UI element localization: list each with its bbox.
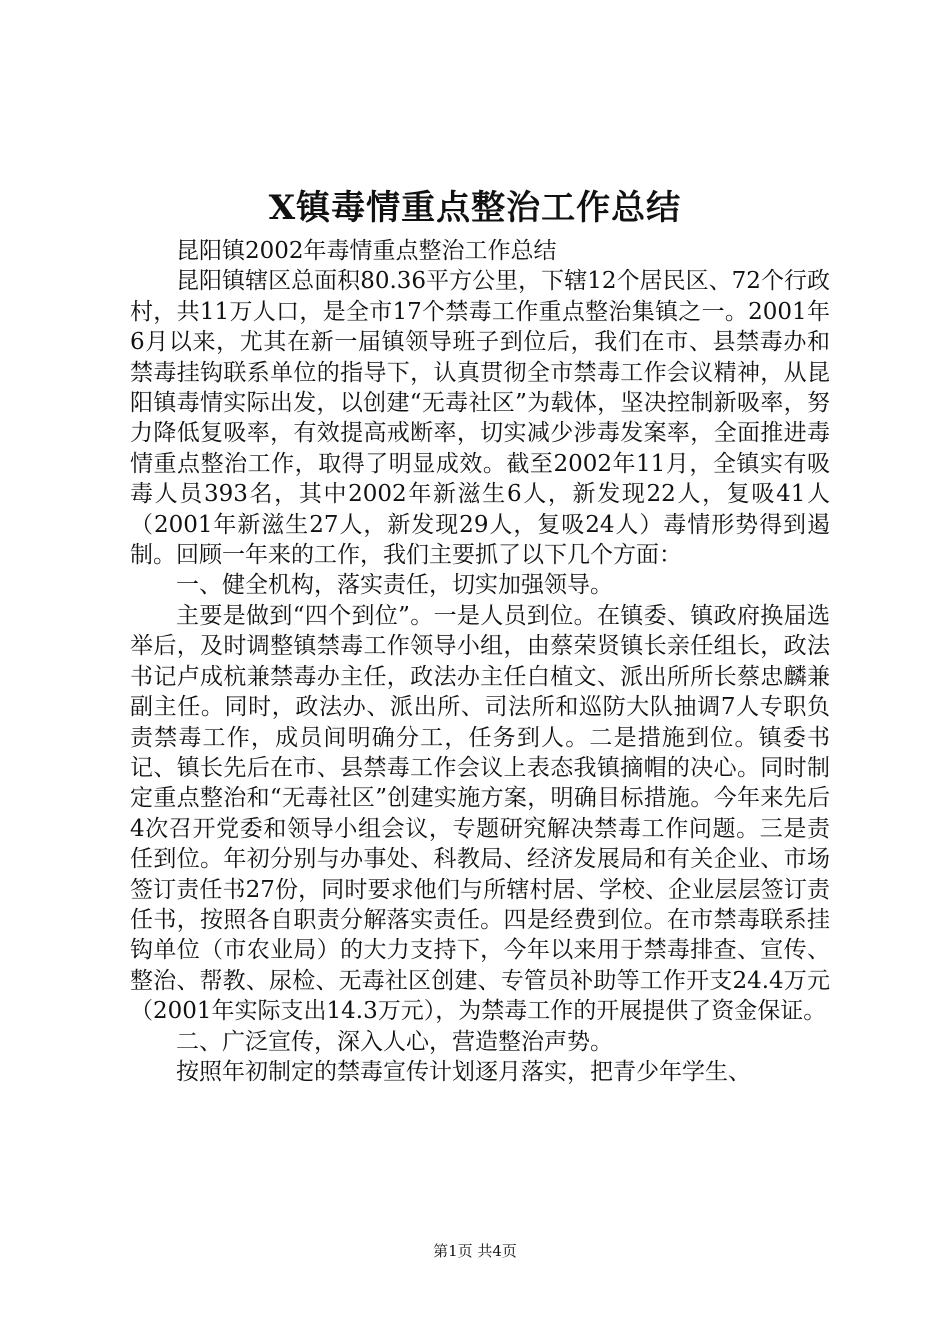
section-heading-1: 一、健全机构，落实责任，切实加强领导。 — [176, 572, 613, 599]
document-body — [130, 236, 830, 1087]
page-footer: 第1页 共4页 — [433, 1242, 517, 1260]
section-1-paragraph: 主要是做到“四个到位”。一是人员到位。在镇委、镇政府换届选举后，及时调整镇禁毒工作领导小组，由蔡荣贤镇长亲任组长，政法书记卢成杭兼禁毒办主任，政法办主任白植文、派出所所长蔡忠麟兼副主任。同时，政法办、派出所、司法所和巡防大队抽调7人专职负责禁毒工作，成员间明确分工，任务到人。二是措施到位。镇委书记、镇长先后在市、县禁毒工作会议上表态我镇摘帽的决心。同时制定重点整治和“无毒社区”创建实施方案，明确目标措施。今年来先后4次召开党委和领导小组会议，专题研究解决禁毒工作问题。三是责任到位。年初分别与办事处、科教局、经济发展局和有关企业、市场签订责任书27份，同时要求他们与所辖村居、学校、企业层层签订责任书，按照各自职责分解落实责任。四是经费到位。在市禁毒联系挂钩单位（市农业局）的大力支持下，今年以来用于禁毒排查、宣传、整治、帮教、尿检、无毒社区创建、专管员补助等工作开支24.4万元（2001年实际支出14.3万元），为禁毒工作的开展提供了资金保证。 — [130, 602, 830, 1025]
section-heading-2: 二、广泛宣传，深入人心，营造整治声势。 — [176, 1028, 613, 1055]
section-2-paragraph: 按照年初制定的禁毒宣传计划逐月落实，把青少年学生、 — [176, 1058, 751, 1085]
intro-paragraph: 昆阳镇辖区总面积80.36平方公里，下辖12个居民区、72个行政村，共11万人口，是全市17个禁毒工作重点整治集镇之一。2001年6月以来，尤其在新一届镇领导班子到位后，我们在市、县禁毒办和禁毒挂钩联系单位的指导下，认真贯彻全市禁毒工作会议精神，从昆阳镇毒情实际出发，以创建“无毒社区”为载体，坚决控制新吸率，努力降低复吸率，有效提高戒断率，切实减少涉毒发案率，全面推进毒情重点整治工作，取得了明显成效。截至2002年11月，全镇实有吸毒人员393名，其中2002年新滋生6人，新发现22人，复吸41人（2001年新滋生27人，新发现29人，复吸24人）毒情形势得到遏制。回顾一年来的工作，我们主要抓了以下几个方面： — [130, 268, 830, 569]
subtitle-paragraph: 昆阳镇2002年毒情重点整治工作总结 — [176, 238, 557, 264]
document-title: X镇毒情重点整治工作总结 — [268, 188, 682, 228]
